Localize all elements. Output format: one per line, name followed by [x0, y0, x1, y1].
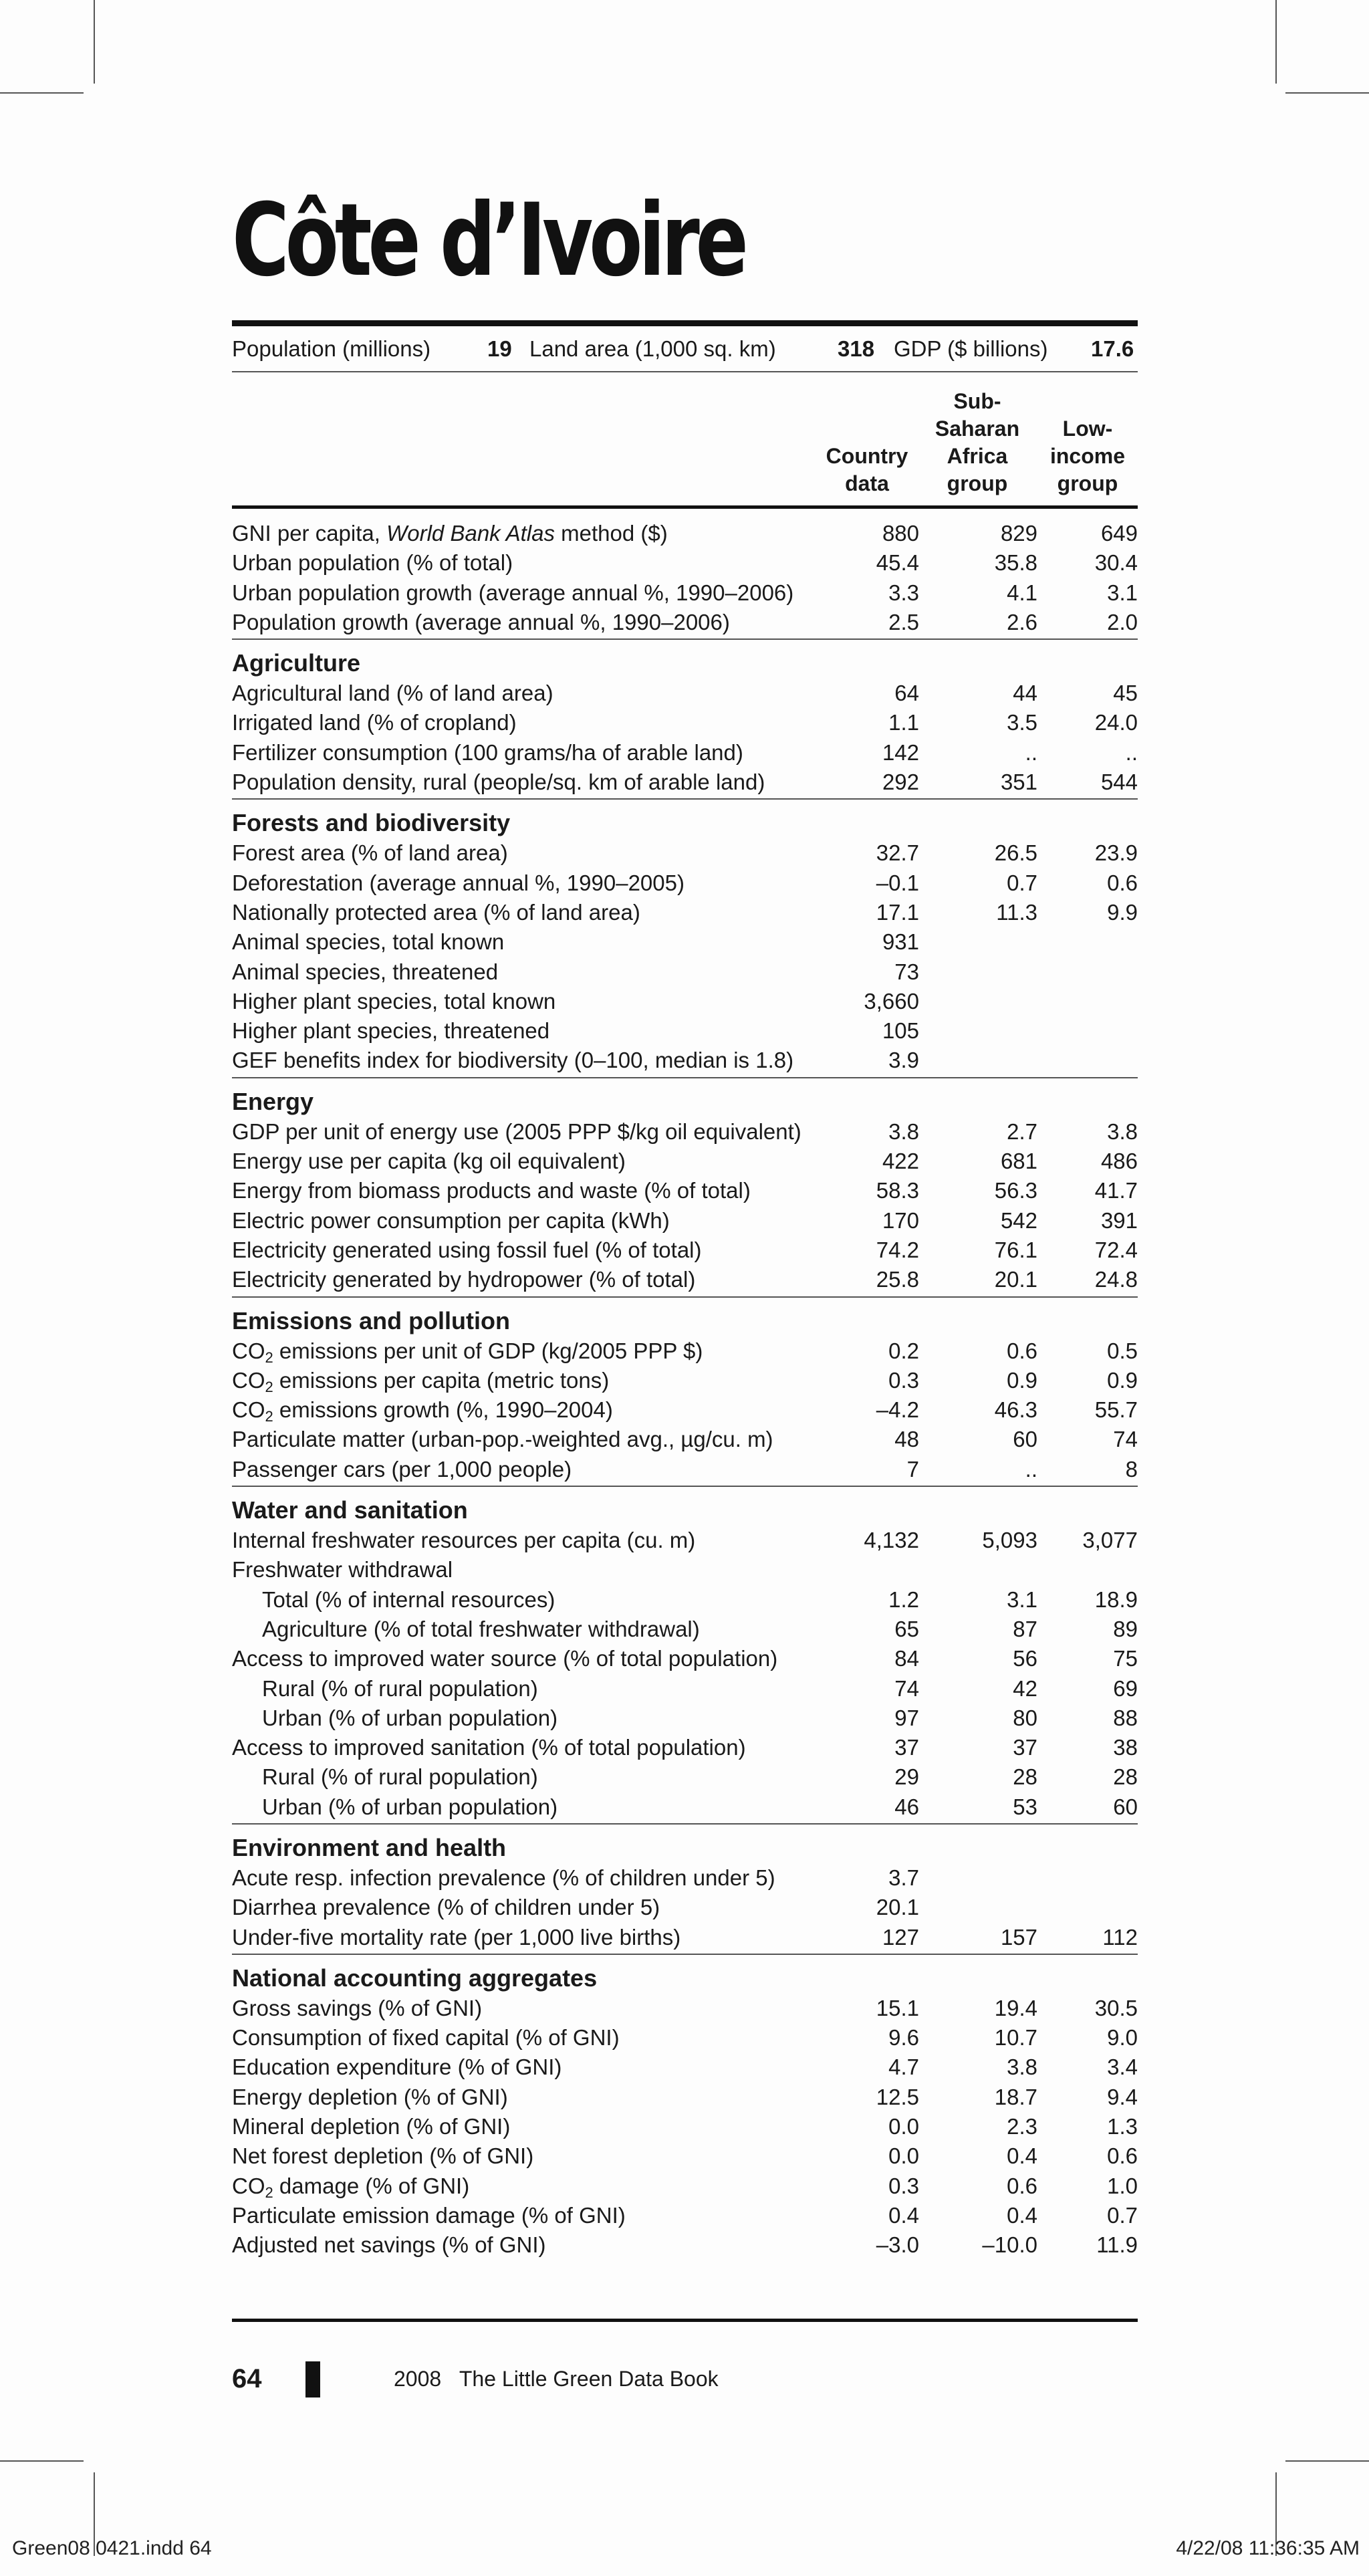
value-low-income-group: 69 [1113, 1675, 1138, 1701]
row-label: Access to improved sanitation (% of total population) [232, 1735, 746, 1760]
value-country: 25.8 [876, 1267, 919, 1292]
land-area-value: 318 [838, 336, 875, 361]
value-low-income-group: 0.5 [1107, 1338, 1138, 1363]
table-row [232, 2023, 1138, 2053]
value-low-income-group: 72.4 [1094, 1237, 1138, 1262]
table-row [232, 2201, 1138, 2230]
indicator-table [232, 519, 1138, 2260]
value-ssa-group: 4.1 [1007, 580, 1037, 605]
table-row [232, 2141, 1138, 2171]
value-country: 3,660 [864, 988, 919, 1014]
value-ssa-group: 18.7 [994, 2084, 1037, 2109]
row-label: Forest area (% of land area) [232, 840, 508, 866]
value-ssa-group: 46.3 [994, 1397, 1037, 1423]
row-label: Energy from biomass products and waste (% of total) [232, 1178, 751, 1203]
value-ssa-group: 80 [1013, 1705, 1037, 1730]
value-low-income-group: 45 [1113, 681, 1138, 706]
section-heading: Forests and biodiversity [232, 809, 511, 837]
table-row [232, 1425, 1138, 1454]
value-country: 880 [882, 521, 919, 546]
value-country: 48 [894, 1427, 919, 1452]
row-label: GDP per unit of energy use (2005 PPP $/kg oil equivalent) [232, 1119, 801, 1144]
row-label: Higher plant species, total known [232, 988, 556, 1014]
table-row [232, 1863, 1138, 1893]
row-label: Access to improved water source (% of total population) [232, 1646, 778, 1671]
row-label: Electricity generated by hydropower (% of total) [232, 1267, 696, 1292]
value-ssa-group: 3.8 [1007, 2055, 1037, 2080]
table-row [232, 1176, 1138, 1205]
value-country: 292 [882, 770, 919, 795]
value-ssa-group: 0.4 [1007, 2143, 1037, 2169]
title-rule [232, 320, 1138, 326]
row-label: Passenger cars (per 1,000 people) [232, 1456, 572, 1482]
table-row [232, 2172, 1138, 2201]
row-label: Energy depletion (% of GNI) [232, 2084, 508, 2109]
table-row [232, 898, 1138, 927]
population-label: Population (millions) [232, 336, 431, 361]
row-label: $CO_2$ emissions growth (%, 1990–2004) [232, 1397, 613, 1425]
value-ssa-group: 10.7 [994, 2025, 1037, 2051]
section-rule [232, 1077, 1138, 1078]
value-low-income-group: 649 [1100, 521, 1138, 546]
value-low-income-group: 55.7 [1094, 1397, 1138, 1423]
value-country: 29 [894, 1764, 919, 1790]
table-row [232, 927, 1138, 957]
row-label: Rural (% of rural population) [262, 1675, 538, 1701]
value-low-income-group: 0.7 [1107, 2202, 1138, 2228]
crop-mark [1275, 0, 1277, 84]
value-low-income-group: 3.1 [1107, 580, 1138, 605]
row-label: $CO_2$ emissions per capita (metric tons) [232, 1367, 610, 1395]
value-ssa-group: 19.4 [994, 1995, 1037, 2020]
value-low-income-group: 30.4 [1094, 550, 1138, 576]
value-ssa-group: 42 [1013, 1675, 1037, 1701]
table-row [232, 2112, 1138, 2141]
row-label: Urban (% of urban population) [262, 1705, 558, 1730]
table-row [232, 1117, 1138, 1147]
value-country: 2.5 [888, 609, 919, 634]
value-country: 73 [894, 959, 919, 984]
row-label: Internal freshwater resources per capita (cu. m) [232, 1528, 696, 1553]
row-label: Particulate matter (urban-pop.-weighted avg., µg/cu. m) [232, 1427, 773, 1452]
row-label: Adjusted net savings (% of GNI) [232, 2232, 546, 2258]
value-country: 15.1 [876, 1995, 919, 2020]
crop-mark [1285, 2460, 1369, 2462]
population-value: 19 [487, 336, 512, 361]
value-ssa-group: 2.6 [1007, 609, 1037, 634]
value-ssa-group: 11.3 [996, 899, 1037, 925]
row-label: Diarrhea prevalence (% of children under 5) [232, 1895, 660, 1920]
value-country: 64 [894, 681, 919, 706]
table-row [232, 519, 1138, 548]
row-label: Gross savings (% of GNI) [232, 1995, 483, 2020]
value-ssa-group: 0.6 [1007, 1338, 1037, 1363]
value-low-income-group: 23.9 [1094, 840, 1138, 866]
value-low-income-group: 391 [1100, 1207, 1138, 1233]
value-ssa-group: 20.1 [994, 1267, 1037, 1292]
row-label: Agricultural land (% of land area) [232, 681, 553, 706]
value-country: 32.7 [876, 840, 919, 866]
section-heading: Energy [232, 1087, 314, 1115]
page-title: Côte d’Ivoire [232, 183, 745, 299]
table-row [232, 1674, 1138, 1704]
value-country: 4,132 [864, 1528, 919, 1553]
row-label: Agriculture (% of total freshwater withdrawal) [262, 1616, 700, 1641]
slug-left: Green08 0421.indd 64 [12, 2537, 212, 2559]
value-country: 45.4 [876, 550, 919, 576]
row-label: Higher plant species, threatened [232, 1018, 550, 1044]
value-ssa-group: 3.1 [1007, 1587, 1037, 1612]
value-country: 65 [894, 1616, 919, 1641]
value-ssa-group: 157 [1000, 1924, 1037, 1950]
section-heading: National accounting aggregates [232, 1964, 598, 1992]
row-label: Freshwater withdrawal [232, 1557, 453, 1583]
table-row [232, 1366, 1138, 1395]
crop-mark [1285, 92, 1369, 94]
row-label: Population growth (average annual %, 1990–2006) [232, 609, 730, 634]
value-country: 4.7 [888, 2055, 919, 2080]
value-country: 0.0 [888, 2114, 919, 2139]
value-low-income-group: 74 [1113, 1427, 1138, 1452]
section-heading: Agriculture [232, 649, 361, 677]
value-low-income-group: 89 [1113, 1616, 1138, 1641]
table-row [232, 957, 1138, 987]
table-row [232, 1395, 1138, 1425]
value-ssa-group: 0.9 [1007, 1367, 1037, 1393]
value-ssa-group: .. [1025, 739, 1037, 765]
land-area-label: Land area (1,000 sq. km) [529, 336, 776, 361]
table-row [232, 1704, 1138, 1733]
value-country: 0.0 [888, 2143, 919, 2169]
table-row [232, 738, 1138, 768]
value-country: 127 [882, 1924, 919, 1950]
value-low-income-group: 3.4 [1107, 2055, 1138, 2080]
table-row [232, 578, 1138, 608]
value-ssa-group: 2.7 [1007, 1119, 1037, 1144]
value-country: 3.3 [888, 580, 919, 605]
slug-right: 4/22/08 11:36:35 AM [1176, 2537, 1360, 2559]
section-rule [232, 1296, 1138, 1298]
value-ssa-group: 35.8 [994, 550, 1037, 576]
value-ssa-group: 351 [1000, 770, 1037, 795]
table-row [232, 1762, 1138, 1792]
page-footer [232, 2360, 1138, 2400]
gdp-label: GDP ($ billions) [894, 336, 1048, 361]
value-ssa-group: 87 [1013, 1616, 1037, 1641]
table-row [232, 1265, 1138, 1294]
table-row [232, 1526, 1138, 1555]
value-low-income-group: 8 [1125, 1456, 1138, 1482]
row-label: $CO_2$ emissions per unit of GDP (kg/2005 PPP $) [232, 1338, 703, 1366]
value-country: 7 [906, 1456, 919, 1482]
table-row [232, 2230, 1138, 2260]
table-row [232, 1615, 1138, 1644]
row-label: GNI per capita, World Bank Atlas method ($) [232, 521, 668, 546]
value-low-income-group: 11.9 [1096, 2232, 1138, 2258]
value-low-income-group: 2.0 [1107, 609, 1138, 634]
value-low-income-group: .. [1125, 739, 1138, 765]
value-country: 74.2 [876, 1237, 919, 1262]
value-low-income-group: 28 [1113, 1764, 1138, 1790]
column-header-country: Country data [826, 444, 908, 495]
table-row [232, 1733, 1138, 1762]
value-country: 142 [882, 739, 919, 765]
section-rule [232, 638, 1138, 640]
value-low-income-group: 0.9 [1107, 1367, 1138, 1393]
section-heading: Environment and health [232, 1833, 507, 1861]
value-ssa-group: 542 [1000, 1207, 1037, 1233]
value-low-income-group: 75 [1113, 1646, 1138, 1671]
value-country: 422 [882, 1149, 919, 1174]
column-header-ssa: Sub- Saharan Africa group [935, 389, 1020, 495]
value-country: 931 [882, 929, 919, 955]
table-row [232, 2053, 1138, 2082]
value-low-income-group: 9.4 [1107, 2084, 1138, 2109]
summary-rule [232, 371, 1138, 372]
value-country: 170 [882, 1207, 919, 1233]
section-heading: Emissions and pollution [232, 1306, 511, 1334]
value-ssa-group: 44 [1013, 681, 1037, 706]
crop-mark [0, 2460, 84, 2462]
table-row [232, 1644, 1138, 1673]
table-row [232, 708, 1138, 737]
value-country: 12.5 [876, 2084, 919, 2109]
value-low-income-group: 1.0 [1107, 2173, 1138, 2198]
value-ssa-group: 0.4 [1007, 2202, 1037, 2228]
value-ssa-group: 2.3 [1007, 2114, 1037, 2139]
section-rule [232, 1486, 1138, 1487]
footer-year: 2008 [394, 2367, 442, 2391]
row-label: Consumption of fixed capital (% of GNI) [232, 2025, 620, 2051]
crop-mark [94, 0, 95, 84]
summary-line [232, 334, 1138, 364]
row-label: Energy use per capita (kg oil equivalent) [232, 1149, 626, 1174]
table-row [232, 1016, 1138, 1046]
table-row [232, 1893, 1138, 1922]
value-country: 3.7 [888, 1865, 919, 1890]
row-label: Net forest depletion (% of GNI) [232, 2143, 534, 2169]
value-ssa-group: 60 [1013, 1427, 1037, 1452]
table-row [232, 1792, 1138, 1822]
value-low-income-group: 30.5 [1094, 1995, 1138, 2020]
crop-mark [0, 92, 84, 94]
row-label: Mineral depletion (% of GNI) [232, 2114, 511, 2139]
row-label: Urban (% of urban population) [262, 1794, 558, 1819]
table-row [232, 1994, 1138, 2023]
value-country: –3.0 [876, 2232, 919, 2258]
value-country: –0.1 [876, 870, 919, 895]
table-row [232, 987, 1138, 1016]
value-ssa-group: 37 [1013, 1735, 1037, 1760]
header-rule [232, 505, 1138, 509]
value-low-income-group: 9.0 [1107, 2025, 1138, 2051]
table-row [232, 1455, 1138, 1484]
row-label: Electric power consumption per capita (kWh) [232, 1207, 670, 1233]
value-country: 0.2 [888, 1338, 919, 1363]
value-ssa-group: 28 [1013, 1764, 1037, 1790]
value-low-income-group: 60 [1113, 1794, 1138, 1819]
value-low-income-group: 38 [1113, 1735, 1138, 1760]
footer-text [394, 2360, 719, 2397]
column-header-low-income: Low- income group [1049, 417, 1126, 495]
value-country: 3.8 [888, 1119, 919, 1144]
section-heading: Water and sanitation [232, 1496, 468, 1524]
value-ssa-group: 681 [1000, 1149, 1037, 1174]
section-rule [232, 1954, 1138, 1955]
table-row [232, 1555, 1138, 1585]
row-label: GEF benefits index for biodiversity (0–100, median is 1.8) [232, 1048, 794, 1073]
value-country: 97 [894, 1705, 919, 1730]
value-ssa-group: –10.0 [982, 2232, 1037, 2258]
value-country: 46 [894, 1794, 919, 1819]
value-country: 3.9 [888, 1048, 919, 1073]
row-label: Electricity generated using fossil fuel (% of total) [232, 1237, 702, 1262]
table-row [232, 679, 1138, 708]
table-row [232, 548, 1138, 578]
row-label: Particulate emission damage (% of GNI) [232, 2202, 626, 2228]
table-row [232, 1206, 1138, 1236]
table-row [232, 868, 1138, 898]
gdp-value: 17.6 [1091, 336, 1134, 361]
table-row [232, 1585, 1138, 1615]
value-low-income-group: 0.6 [1107, 2143, 1138, 2169]
row-label: Rural (% of rural population) [262, 1764, 538, 1790]
row-label: Urban population (% of total) [232, 550, 513, 576]
table-row [232, 1046, 1138, 1075]
value-low-income-group: 0.6 [1107, 870, 1138, 895]
value-country: 1.2 [888, 1587, 919, 1612]
row-label: Education expenditure (% of GNI) [232, 2055, 562, 2080]
value-low-income-group: 112 [1102, 1924, 1138, 1950]
table-row [232, 1236, 1138, 1265]
value-low-income-group: 41.7 [1094, 1178, 1138, 1203]
section-rule [232, 1823, 1138, 1825]
value-country: 74 [894, 1675, 919, 1701]
value-ssa-group: 53 [1013, 1794, 1037, 1819]
value-ssa-group: 56 [1013, 1646, 1037, 1671]
table-bottom-rule [232, 2319, 1138, 2322]
row-label: Total (% of internal resources) [262, 1587, 555, 1612]
value-low-income-group: 9.9 [1107, 899, 1138, 925]
row-label: Fertilizer consumption (100 grams/ha of arable land) [232, 739, 743, 765]
table-row [232, 768, 1138, 797]
row-label: Irrigated land (% of cropland) [232, 710, 517, 735]
value-ssa-group: 5,093 [982, 1528, 1037, 1553]
row-label: $CO_2$ damage (% of GNI) [232, 2173, 470, 2201]
row-label: Urban population growth (average annual %, 1990–2006) [232, 580, 794, 605]
value-country: 9.6 [888, 2025, 919, 2051]
row-label: Animal species, total known [232, 929, 505, 955]
value-country: 17.1 [876, 899, 919, 925]
row-label: Deforestation (average annual %, 1990–2005) [232, 870, 684, 895]
page-number: 64 [232, 2364, 262, 2393]
row-label: Nationally protected area (% of land area) [232, 899, 640, 925]
table-row [232, 838, 1138, 868]
value-country: –4.2 [876, 1397, 919, 1423]
value-country: 0.3 [888, 2173, 919, 2198]
value-low-income-group: 3,077 [1082, 1528, 1138, 1553]
value-ssa-group: 56.3 [994, 1178, 1037, 1203]
value-country: 37 [894, 1735, 919, 1760]
value-low-income-group: 88 [1113, 1705, 1138, 1730]
value-country: 84 [894, 1646, 919, 1671]
table-row [232, 608, 1138, 637]
value-country: 0.4 [888, 2202, 919, 2228]
value-country: 1.1 [888, 710, 919, 735]
value-country: 58.3 [876, 1178, 919, 1203]
table-row [232, 1147, 1138, 1176]
value-low-income-group: 486 [1100, 1149, 1138, 1174]
value-country: 20.1 [876, 1895, 919, 1920]
row-label: Under-five mortality rate (per 1,000 live births) [232, 1924, 681, 1950]
footer-bar [305, 2361, 320, 2397]
value-ssa-group: 829 [1000, 521, 1037, 546]
value-ssa-group: .. [1025, 1456, 1037, 1482]
row-label: Population density, rural (people/sq. km of arable land) [232, 770, 765, 795]
value-low-income-group: 24.8 [1094, 1267, 1138, 1292]
value-ssa-group: 0.7 [1007, 870, 1037, 895]
value-ssa-group: 3.5 [1007, 710, 1037, 735]
value-ssa-group: 0.6 [1007, 2173, 1037, 2198]
table-row [232, 2083, 1138, 2112]
value-low-income-group: 24.0 [1094, 710, 1138, 735]
value-country: 0.3 [888, 1367, 919, 1393]
table-row [232, 1923, 1138, 1952]
section-rule [232, 798, 1138, 800]
value-low-income-group: 18.9 [1094, 1587, 1138, 1612]
footer-book-title: The Little Green Data Book [459, 2367, 719, 2391]
value-low-income-group: 3.8 [1107, 1119, 1138, 1144]
row-label: Acute resp. infection prevalence (% of children under 5) [232, 1865, 775, 1890]
row-label: Animal species, threatened [232, 959, 499, 984]
value-ssa-group: 76.1 [994, 1237, 1037, 1262]
value-country: 105 [882, 1018, 919, 1044]
value-low-income-group: 544 [1100, 770, 1138, 795]
table-row [232, 1336, 1138, 1366]
value-low-income-group: 1.3 [1107, 2114, 1138, 2139]
value-ssa-group: 26.5 [994, 840, 1037, 866]
